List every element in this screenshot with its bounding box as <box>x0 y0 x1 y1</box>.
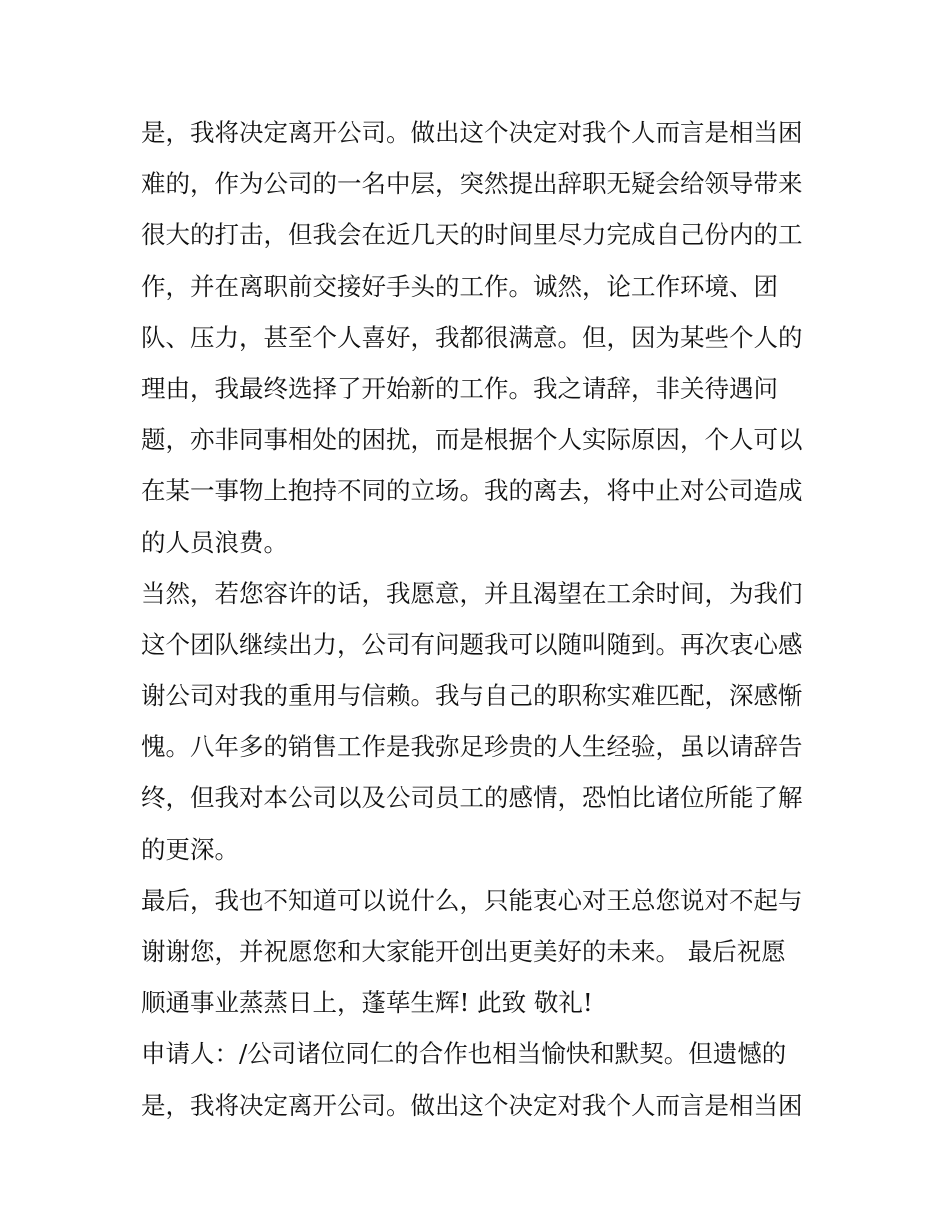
text-line: 这个团队继续出力，公司有问题我可以随叫随到。再次衷心感 <box>141 629 803 659</box>
text-line: 顺通事业蒸蒸日上，蓬荜生辉! 此致 敬礼! <box>141 988 593 1018</box>
text-line: 当然，若您容许的话，我愿意，并且渴望在工余时间，为我们 <box>141 578 803 608</box>
text-line: 队、压力，甚至个人喜好，我都很满意。但，因为某些个人的 <box>141 322 803 352</box>
text-line: 很大的打击，但我会在近几天的时间里尽力完成自己份内的工 <box>141 220 803 250</box>
document-body <box>141 107 821 1131</box>
text-line: 申请人：/公司诸位同仁的合作也相当愉快和默契。但遗憾的 <box>141 1039 787 1069</box>
text-line: 终，但我对本公司以及公司员工的感情，恐怕比诸位所能了解 <box>141 783 803 813</box>
text-line: 谢公司对我的重用与信赖。我与自己的职称实难匹配，深感惭 <box>141 681 803 711</box>
text-line: 是，我将决定离开公司。做出这个决定对我个人而言是相当困 <box>141 1090 803 1120</box>
text-line: 作，并在离职前交接好手头的工作。诚然，论工作环境、团 <box>141 271 778 301</box>
text-line: 谢谢您，并祝愿您和大家能开创出更美好的未来。 最后祝愿 <box>141 937 786 966</box>
text-line: 在某一事物上抱持不同的立场。我的离去，将中止对公司造成 <box>141 476 803 506</box>
text-line: 愧。八年多的销售工作是我弥足珍贵的人生经验，虽以请辞告 <box>141 732 803 762</box>
text-line: 的更深。 <box>141 834 239 864</box>
text-line: 最后，我也不知道可以说什么，只能衷心对王总您说对不起与 <box>141 885 803 915</box>
text-line: 题，亦非同事相处的困扰，而是根据个人实际原因，个人可以 <box>141 425 803 455</box>
text-line: 的人员浪费。 <box>141 527 288 557</box>
text-line: 是，我将决定离开公司。做出这个决定对我个人而言是相当困 <box>141 118 803 147</box>
text-line: 理由，我最终选择了开始新的工作。我之请辞，非关待遇问 <box>141 373 778 403</box>
text-line: 难的，作为公司的一名中层，突然提出辞职无疑会给领导带来 <box>141 169 803 199</box>
